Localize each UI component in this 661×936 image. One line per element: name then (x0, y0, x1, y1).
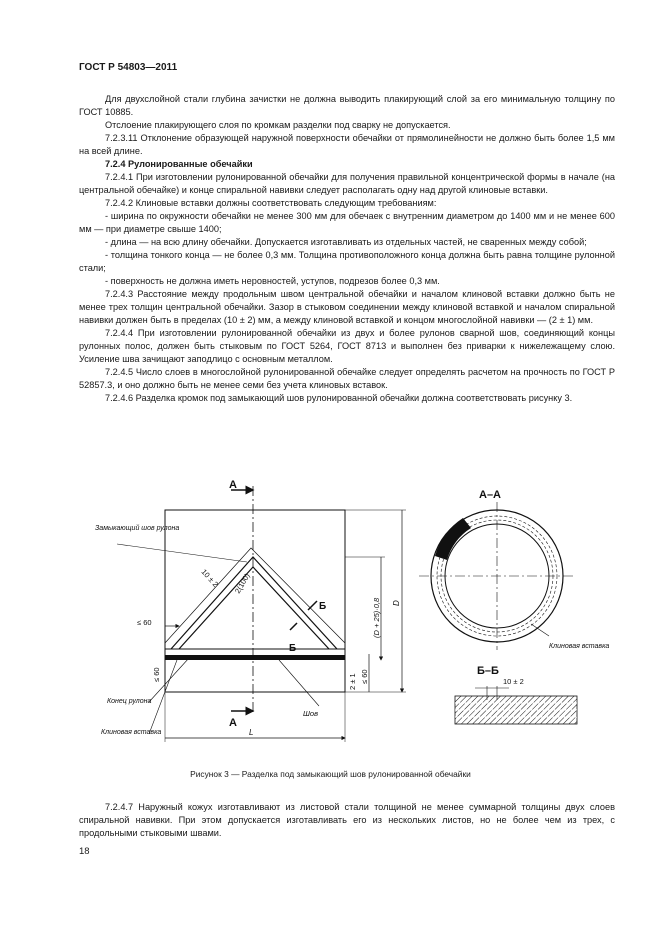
final-text (79, 801, 615, 840)
paragraph: 7.2.4.3 Расстояние между продольным швом центральной обечайки и началом клиновой вставки должно быть не менее трех толщин центральной обечайки. Зазор в стыковом соединении между клиновой вставкой и началом спиральной навивки должен быть в пределах (10 ± 2) мм, а между клиновой вставкой и концом многослойной навивки — (2 ± 1) мм. (79, 289, 615, 325)
dim-10-2: 10 ± 2 (199, 567, 221, 589)
wedge-insert-right-label: Клиновая вставка (549, 643, 610, 650)
dim-L: L (249, 728, 254, 737)
list-item: - толщина тонкого конца — не более 0,3 мм. Толщина противоположного конца должна быть равна толщине рулонной стали; (79, 250, 615, 273)
section-bb-view (455, 686, 577, 724)
list-item: - поверхность не должна иметь неровностей, уступов, подрезов более 0,3 мм. (105, 276, 440, 286)
section-bb-label: Б–Б (477, 665, 499, 677)
paragraph: Для двухслойной стали глубина зачистки не должна выводить плакирующий слой за его минимальную толщину по ГОСТ 10885. (79, 94, 615, 117)
section-b-label-right: Б (319, 601, 327, 612)
dim-10-2-bb: 10 ± 2 (503, 677, 524, 686)
list-item: - ширина по окружности обечайки не менее 300 мм для обечаек с внутренним диаметром до 1400 мм и не менее 600 мм — при диаметре свыше 1400; (79, 211, 615, 234)
page-number: 18 (79, 846, 90, 857)
side-view-labels (95, 479, 401, 737)
paragraph: 7.2.3.11 Отклонение образующей наружной поверхности обечайки от прямолинейности не должно быть более 1,5 мм на всей длине. (79, 133, 615, 156)
paragraph: 7.2.4.5 Число слоев в многослойной рулонированной обечайке следует определять расчетом на прочность по ГОСТ Р 52857.3, и оно должно быть не менее семи без учета клиновых вставок. (79, 367, 615, 390)
document-header: ГОСТ Р 54803—2011 (79, 62, 178, 73)
dim-angle: 2(100) (232, 571, 252, 595)
paragraph: 7.2.4.7 Наружный кожух изготавливают из листовой стали толщиной не менее суммарной толщины двух слоев спиральной навивки. При этом допускается изготавливать его из нескольких листов, но не более чем из трех, с продольными стыковыми швами. (79, 802, 615, 838)
section-a-top-label: А (229, 479, 237, 491)
list-item: - длина — на всю длину обечайки. Допускается изготавливать из отдельных частей, не сваренных между собой; (105, 237, 587, 247)
paragraph: 7.2.4.1 При изготовлении рулонированной обечайки для получения правильной концентрической формы в начале (на центральной обечайке) и конце спиральной навивки следует располагать одну над другой клиновые вставки. (79, 172, 615, 195)
section-b-label-left: Б (289, 643, 297, 654)
figure-3-drawing (79, 478, 619, 748)
seam-label: Шов (303, 709, 318, 718)
paragraph: 7.2.4.2 Клиновые вставки должны соответствовать следующим требованиям: (105, 198, 437, 208)
dim-2-1: 2 ± 1 (348, 673, 357, 690)
dim-le60-right: ≤ 60 (360, 669, 369, 684)
section-aa-label: А–А (479, 489, 502, 501)
section-heading: 7.2.4 Рулонированные обечайки (105, 159, 253, 169)
dim-le60-top: ≤ 60 (137, 618, 152, 627)
roll-end-label: Конец рулона (107, 698, 152, 705)
section-a-bottom-label: А (229, 717, 237, 729)
paragraph: 7.2.4.4 При изготовлении рулонированной обечайки из двух и более рулонов сварной шов, соединяющий концы рулонных полос, должен быть стыковым по ГОСТ 5264, ГОСТ 8713 и выполнен без приварки к нижележащему слою. Усиление шва зачищают заподлицо с основным металлом. (79, 328, 615, 364)
dim-D: D (392, 600, 401, 606)
paragraph: 7.2.4.6 Разделка кромок под замыкающий шов рулонированной обечайки должна соответствовать рисунку 3. (105, 393, 573, 403)
closing-seam-label: Замыкающий шов рулона (95, 525, 180, 532)
wedge-insert-label: Клиновая вставка (101, 729, 162, 736)
paragraph: Отслоение плакирующего слоя по кромкам разделки под сварку не допускается. (105, 120, 451, 130)
section-aa-view (419, 502, 575, 650)
dim-d-formula: (D + 25)·0,8 (372, 597, 381, 638)
body-text (79, 93, 615, 405)
figure-caption: Рисунок 3 — Разделка под замыкающий шов рулонированной обечайки (190, 769, 471, 779)
dim-le60-left: ≤ 60 (152, 667, 161, 682)
